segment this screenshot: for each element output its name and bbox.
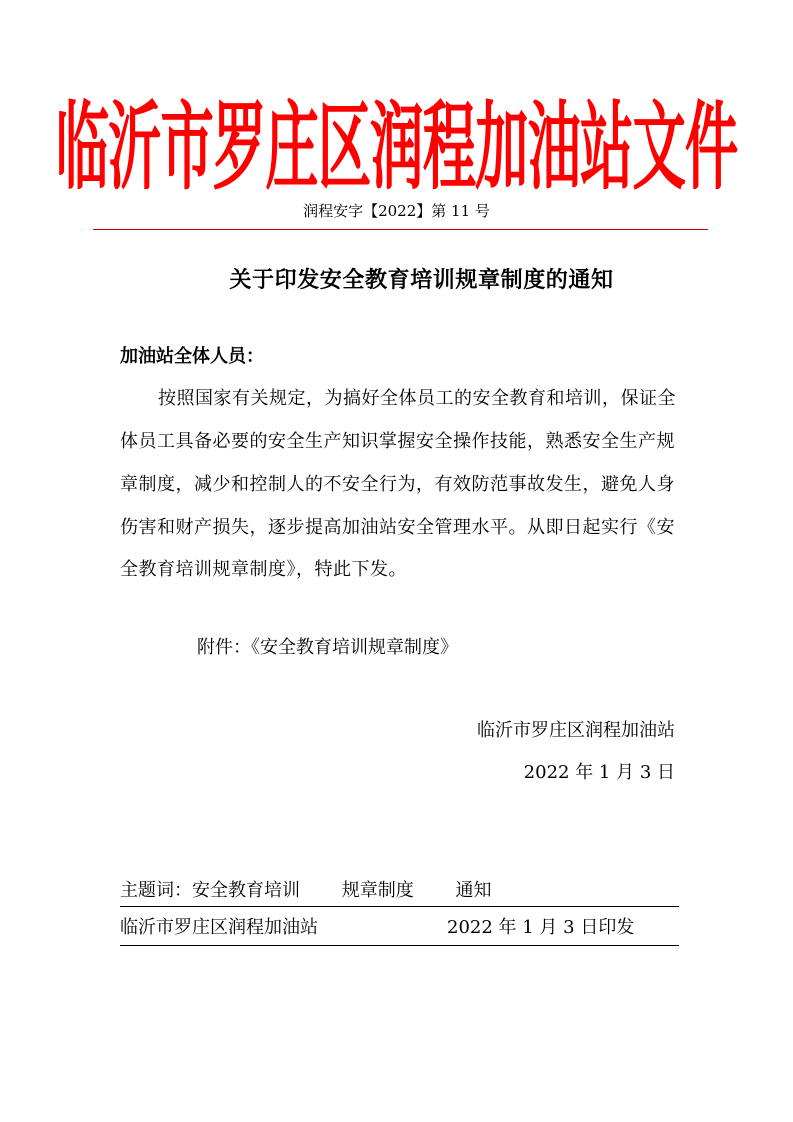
document-number: 润程安字【2022】第 11 号 <box>303 202 490 220</box>
keywords-label: 主题词：安全教育培训 <box>120 880 300 901</box>
issuer: 临沂市罗庄区润程加油站 <box>120 917 318 938</box>
body-line: 章制度，减少和控制人的不安全行为，有效防范事故发生，避免人身 <box>120 474 675 495</box>
masthead-title: 临沂市罗庄区润程加油站文件 <box>55 90 738 203</box>
footer-divider <box>120 906 679 907</box>
body-line: 全教育培训规章制度》，特此下发。 <box>120 559 407 580</box>
footer-divider <box>120 945 679 946</box>
header-divider <box>93 229 708 230</box>
keywords-row <box>120 876 527 902</box>
attachment-line: 附件：《安全教育培训规章制度》 <box>197 637 458 658</box>
signature-org: 临沂市罗庄区润程加油站 <box>477 720 675 741</box>
body-line: 按照国家有关规定，为搞好全体员工的安全教育和培训，保证全 <box>158 388 676 409</box>
masthead <box>0 90 793 205</box>
signature-date: 2022 年 1 月 3 日 <box>523 762 675 783</box>
notice-title: 关于印发安全教育培训规章制度的通知 <box>229 267 614 293</box>
keyword: 通知 <box>455 880 492 901</box>
issued-date: 2022 年 1 月 3 日印发 <box>447 917 635 938</box>
body-line: 伤害和财产损失，逐步提高加油站安全管理水平。从即日起实行《安 <box>120 517 675 538</box>
body-line: 体员工具备必要的安全生产知识掌握安全操作技能，熟悉安全生产规 <box>120 431 675 452</box>
keyword: 规章制度 <box>341 880 414 901</box>
salutation: 加油站全体人员： <box>120 346 264 367</box>
